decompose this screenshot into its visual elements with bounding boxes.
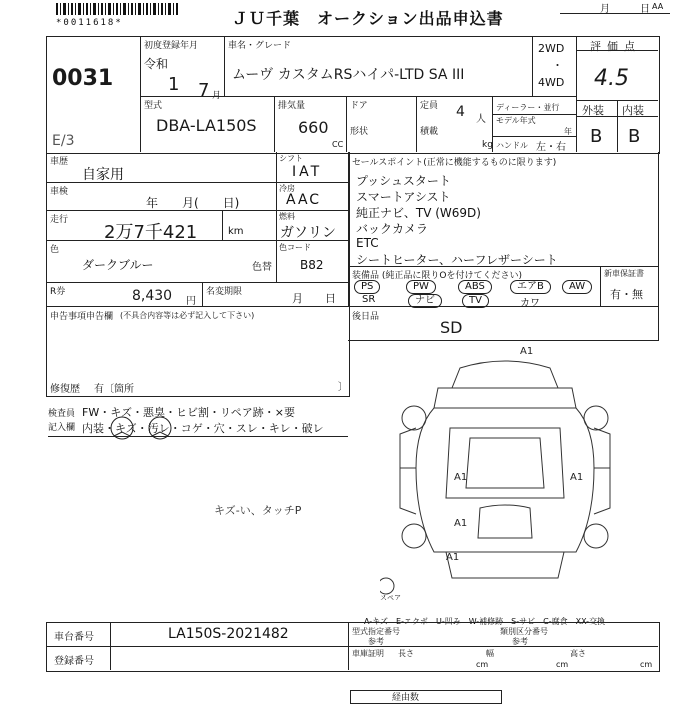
exterior-label: 外装 — [582, 104, 604, 117]
color-label: 色 — [50, 245, 60, 255]
type-cert-label: 型式指定番号 — [352, 627, 400, 636]
mileage-unit: km — [228, 226, 244, 237]
color-change-label: 色替 — [252, 262, 272, 273]
equipment-label: 装備品 (純正品に限りOを付けてください) — [352, 271, 522, 281]
new-inspection-label: 新車保証書 — [604, 269, 644, 278]
mark-a1-bottom: A1 — [446, 552, 460, 563]
capacity-unit: 人 — [476, 114, 486, 125]
capacity-label: 定員 — [420, 101, 439, 111]
new-inspection-value: 有・無 — [610, 288, 643, 301]
inspection-value: 年 月( 日) — [146, 196, 240, 210]
chassis-label: 車台番号 — [54, 632, 94, 643]
barcode-number: *0011618* — [56, 18, 123, 28]
selling-points-label: セールスポイント(正常に機能するものに限ります) — [352, 158, 557, 168]
inspection-label: 車検 — [50, 187, 69, 197]
bottom-stub — [350, 690, 502, 704]
inspector-line-2: 内装・キズ・汚レ・コゲ・穴・スレ・キレ・破レ — [82, 422, 324, 435]
shift-value: IAT — [292, 164, 323, 180]
car-damage-diagram — [380, 338, 630, 600]
colorcode-value: B82 — [300, 258, 324, 272]
equip-sr: SR — [362, 294, 376, 305]
registration-year: 1 — [168, 74, 180, 95]
length-label: 長さ — [398, 649, 414, 658]
displacement-label: 排気量 — [278, 101, 306, 111]
equip-leather: カワ — [520, 298, 540, 309]
equip-navi: ナビ — [408, 294, 442, 308]
recycle-label: R券 — [50, 287, 66, 297]
width-label: 幅 — [486, 649, 494, 658]
vehicle-name-value: ムーヴ カスタムRSハイパ-LTD SA III — [232, 67, 465, 83]
inspector-label-1: 検査員 — [48, 409, 76, 419]
selling-point-6: シートヒーター、ハーフレザーシート — [356, 253, 558, 267]
aircon-value: AAC — [286, 192, 322, 208]
cm-1: cm — [476, 660, 489, 669]
inspector-line-1: FW・キズ・悪臭・ヒビ割・リペア跡・×要 — [82, 406, 295, 419]
equip-aw: AW — [562, 280, 592, 294]
equip-airbag: エアB — [510, 280, 551, 294]
model-label: 型式 — [144, 101, 163, 111]
load-unit: kg — [482, 140, 493, 150]
grade-label: 評価点 — [590, 40, 641, 53]
registration-month: 7 — [198, 80, 210, 101]
selling-point-4: バックカメラ — [356, 222, 429, 236]
name-change-value: 月 日 — [292, 292, 336, 305]
recycle-value: 8,430 — [132, 288, 173, 304]
interior-label: 内装 — [622, 104, 644, 117]
equip-pw: PW — [406, 280, 436, 294]
aircon-label: 冷房 — [279, 184, 295, 193]
form-title: ＪＵ千葉 オークション出品申込書 — [232, 9, 504, 28]
barcode-bars — [56, 3, 180, 15]
recycle-unit: 円 — [186, 296, 196, 307]
inspector-label-2: 記入欄 — [48, 423, 76, 433]
equip-ps: PS — [354, 280, 380, 294]
history-label: 車歴 — [50, 157, 69, 167]
rear-seat-block — [348, 306, 659, 341]
registration-label: 初度登録年月 — [144, 41, 199, 51]
lot-number: 0031 — [52, 66, 114, 91]
dealer-label: ディーラー・並行 — [496, 103, 560, 112]
corner-code: AA — [652, 2, 664, 11]
bottom-stub-label: 経由数 — [392, 693, 420, 703]
colorcode-label: 色コード — [279, 243, 311, 252]
model-value: DBA-LA150S — [156, 116, 257, 135]
interior-grade: B — [628, 126, 641, 147]
selling-point-1: プッシュスタート — [356, 174, 451, 188]
declaration-note: (不具合内容等は必ず記入して下さい) — [120, 311, 255, 320]
registration-era: 令和 — [144, 57, 169, 71]
displacement-value: 660 — [298, 118, 329, 137]
vehicle-name-label: 車名・グレード — [228, 41, 292, 51]
small-handwriting: E/3 — [52, 133, 75, 149]
load-label: 積載 — [420, 127, 439, 137]
day-label: 日 — [640, 4, 650, 15]
height-label: 高さ — [570, 649, 586, 658]
equip-abs: ABS — [458, 280, 492, 294]
handle-label: ハンドル — [496, 141, 528, 150]
shape-label: 形状 — [350, 127, 369, 137]
name-change-label: 名変期限 — [206, 287, 243, 297]
door-label: ドア — [350, 101, 368, 111]
ref-2: 参考 — [512, 637, 528, 646]
fuel-label: 燃料 — [279, 212, 295, 221]
shift-label: シフト — [279, 154, 303, 163]
mark-a1-lower: A1 — [454, 518, 468, 529]
selling-point-3: 純正ナビ、TV (W69D) — [356, 206, 481, 220]
reg-label: 登録番号 — [54, 656, 94, 667]
declaration-label: 申告事項申告欄 — [50, 312, 114, 322]
rear-seat-label: 後日品 — [352, 312, 380, 322]
fuel-value: ガソリン — [280, 225, 336, 241]
selling-point-5: ETC — [356, 236, 379, 250]
grade-value: 4.5 — [594, 66, 629, 91]
barcode — [56, 0, 180, 28]
capacity-value: 4 — [456, 104, 465, 120]
mark-a1-right: A1 — [570, 472, 584, 483]
handle-value: 左・右 — [536, 142, 566, 153]
history-value: 自家用 — [82, 167, 124, 183]
selling-point-2: スマートアシスト — [356, 190, 451, 204]
model-year-unit: 年 — [564, 127, 572, 136]
exterior-grade: B — [590, 126, 603, 147]
cm-2: cm — [556, 660, 569, 669]
inspector-circles — [108, 416, 188, 446]
chassis-value: LA150S-2021482 — [168, 626, 289, 642]
ref-1: 参考 — [368, 637, 384, 646]
equip-tv: TV — [462, 294, 489, 308]
wd-4: 4WD — [538, 76, 565, 89]
rear-seat-value: SD — [440, 318, 463, 337]
color-value: ダークブルー — [82, 258, 154, 272]
inspector-remark: キズ-い、タッチP — [214, 504, 302, 517]
spare-label: スペア — [380, 594, 401, 600]
repair-label: 修復歴 — [50, 384, 80, 395]
category-label: 類別区分番号 — [500, 627, 548, 636]
model-year-label: モデル年式 — [496, 116, 536, 125]
registration-month-unit: 月 — [212, 91, 222, 101]
month-label: 月 — [600, 4, 610, 15]
wd-2: 2WD — [538, 42, 565, 55]
diagram-legend: A-キズ E-エクボ U-凹み W-補修跡 S-サビ C-腐食 XX-交換 — [364, 617, 606, 626]
repair-value: 有〔箇所 — [94, 384, 134, 395]
displacement-unit: CC — [332, 140, 344, 149]
cm-3: cm — [640, 660, 653, 669]
mileage-value: 2万7千421 — [104, 222, 198, 243]
dims-label: 車庫証明 — [352, 649, 384, 658]
mileage-label: 走行 — [50, 215, 69, 225]
mark-a1-top: A1 — [520, 346, 534, 357]
mark-a1-left: A1 — [454, 472, 468, 483]
